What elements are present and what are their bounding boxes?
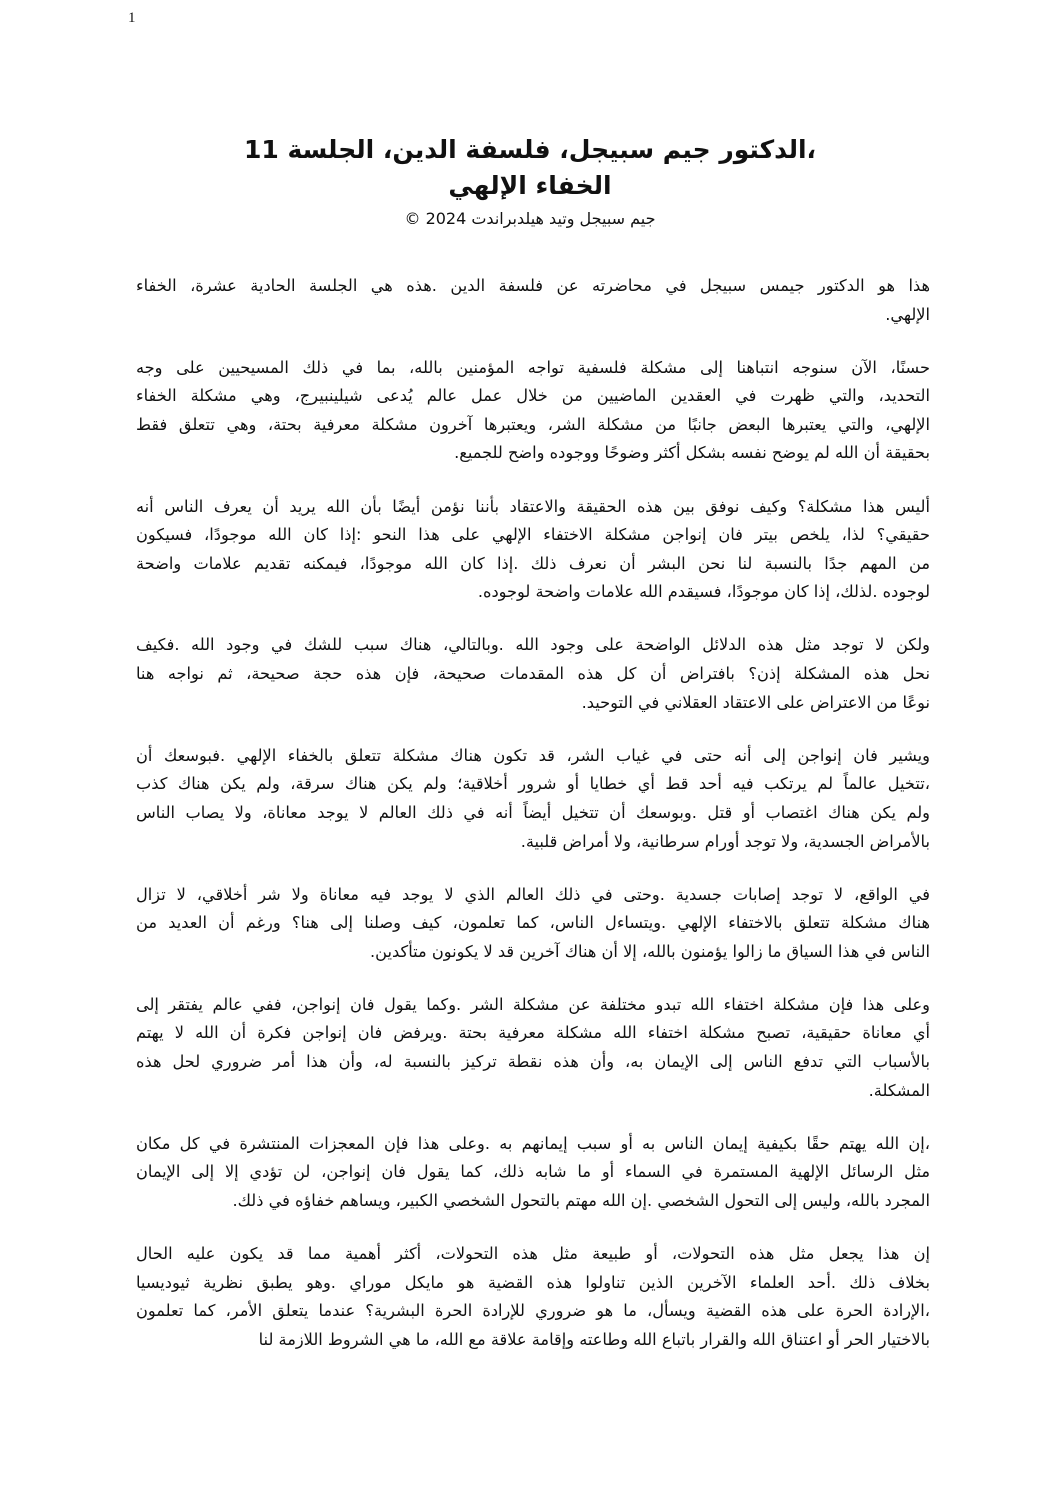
paragraph-line: لوجوده .لذلك، إذا كان موجودًا، فسيقدم الله علامات واضحة لوجوده. — [477, 582, 930, 602]
paragraph — [136, 742, 930, 856]
paragraph — [136, 1240, 930, 1354]
paragraph-line: ولم يكن هناك اغتصاب أو قتل .وبوسعك أن تتخيل أيضاً أنه في ذلك العالم لا يوجد معاناة، ولا يصاب الناس — [136, 802, 930, 822]
paragraph — [136, 991, 930, 1105]
paragraph-line: ،الإرادة الحرة على هذه القضية ويسأل، ما هو ضروري للإرادة الحرة البشرية؟ عندما يتعلق الأمر، كما تعلمون — [136, 1301, 930, 1321]
paragraph-line: من المهم جدًا بالنسبة لنا نحن البشر أن نعرف ذلك .إذا كان الله موجودًا، فيمكنه تقديم علامات واضحة — [136, 553, 930, 573]
paragraph-line: بخلاف ذلك .أحد العلماء الآخرين الذين تناولوا هذه القضية هو مايكل موراي .وهو يطبق نظرية ثيوديسيا — [136, 1272, 930, 1292]
paragraph-line: بالأمراض الجسدية، ولا توجد أورام سرطانية، ولا أمراض قلبية. — [520, 831, 930, 851]
paragraph-line: في الواقع، لا توجد إصابات جسدية .وحتى في ذلك العالم الذي لا يوجد فيه معاناة ولا شر أخلاقي، لا تزال — [136, 884, 930, 904]
paragraph-line: المشكلة. — [868, 1080, 930, 1100]
paragraph — [136, 631, 930, 717]
paragraph-line: وعلى هذا فإن مشكلة اختفاء الله تبدو مختلفة عن مشكلة الشر .وكما يقول فان إنواجن، ففي عالم يفتقر إلى — [136, 994, 930, 1014]
document-body — [136, 272, 930, 1379]
paragraph-line: المجرد بالله، وليس إلى التحول الشخصي .إن الله مهتم بالتحول الشخصي الكبير، ويساهم خفاؤه في ذلك. — [232, 1190, 930, 1210]
paragraph-line: حسنًا، الآن سنوجه انتباهنا إلى مشكلة فلسفية تواجه المؤمنين بالله، بما في ذلك المسيحيين على وجه — [136, 357, 930, 377]
paragraph — [136, 354, 930, 468]
paragraph-line: ولكن لا توجد مثل هذه الدلائل الواضحة على وجود الله .وبالتالي، هناك سبب للشك في وجود الله .فكيف — [136, 635, 930, 655]
paragraph-line: ،إن الله يهتم حقًا بكيفية إيمان الناس به أو سبب إيمانهم به .وعلى هذا فإن المعجزات المنتشرة في كل مكان — [136, 1133, 930, 1153]
paragraph-line: حقيقي؟ لذا، يلخص بيتر فان إنواجن مشكلة الاختفاء الإلهي على هذا النحو :إذا كان الله موجودًا، فسيكون — [136, 525, 930, 545]
paragraph-line: ويشير فان إنواجن إلى أنه حتى في غياب الشر، قد تكون هناك مشكلة تتعلق بالخفاء الإلهي .فبوسعك أن — [136, 745, 930, 765]
paragraph-line: هذا هو الدكتور جيمس سبيجل في محاضرته عن فلسفة الدين .هذه هي الجلسة الحادية عشرة، الخفاء — [136, 276, 930, 295]
paragraph-line: بالاختيار الحر أو اعتناق الله والقرار باتباع الله وطاعته وإقامة علاقة مع الله، ما هي الشروط اللازمة لنا — [258, 1329, 930, 1349]
paragraph-line: مثل الرسائل الإلهية المستمرة في السماء أو ما شابه ذلك، كما يقول فان إنواجن، لن تؤدي إلا إلى الإيمان — [136, 1162, 930, 1182]
page-number: 1 — [128, 10, 136, 26]
paragraph-line: الناس في هذا السياق ما زالوا يؤمنون بالله، إلا أن هناك آخرين قد لا يكونون متأكدين. — [370, 941, 930, 961]
paragraph-line: هناك مشكلة تتعلق بالاختفاء الإلهي .ويتساءل الناس، كما تعلمون، كيف وصلنا إلى هنا؟ ورغم أن العديد من — [136, 913, 930, 933]
paragraph — [136, 272, 930, 329]
paragraph-line: الإلهي، والتي يعتبرها البعض جانبًا من مشكلة الشر، ويعتبرها آخرون مشكلة معرفية بحتة، وهي تتعلق فقط — [136, 414, 930, 434]
paragraph-line: أي معاناة حقيقية، تصبح مشكلة اختفاء الله مشكلة معرفية بحتة .ويرفض فان إنواجن فكرة أن الله لا يهتم — [136, 1023, 930, 1043]
document-title-line-2: الخفاء الإلهي — [448, 171, 612, 200]
paragraph-line: نحل هذه المشكلة إذن؟ بافتراض أن كل هذه المقدمات صحيحة، فإن هذه حجة صحيحة، ثم نواجه هنا — [136, 664, 930, 684]
paragraph-line: أليس هذا مشكلة؟ وكيف نوفق بين هذه الحقيقة والاعتقاد بأننا نؤمن أيضًا بأن الله يريد أن يعرف الناس أنه — [136, 496, 930, 516]
paragraph — [136, 493, 930, 607]
paragraph-line: بالأسباب التي تدفع الناس إلى الإيمان به، وأن هذه نقطة تركيز بالنسبة له، وأن هذا أمر ضروري لحل هذه — [136, 1052, 930, 1072]
copyright-line: جيم سبيجل وتيد هيلدبراندت 2024 © — [404, 209, 656, 228]
paragraph-line: ،تتخيل عالماً لم يرتكب فيه أحد قط أي خطايا أو شرور أخلاقية؛ ولم يكن هناك سرقة، ولم يكن هناك كذب — [136, 774, 930, 794]
paragraph-line: بحقيقة أن الله لم يوضح نفسه بشكل أكثر وضوحًا ووجوده واضح للجميع. — [454, 443, 930, 463]
paragraph-line: إن هذا يجعل مثل هذه التحولات، أو طبيعة مثل هذه التحولات، أكثر أهمية مما قد يكون عليه الحال — [136, 1244, 930, 1264]
document-title-line-1: ،الدكتور جيم سبيجل، فلسفة الدين، الجلسة 11 — [243, 135, 817, 164]
document-header — [130, 132, 930, 232]
paragraph-line: نوعًا من الاعتراض على الاعتقاد العقلاني في التوحيد. — [581, 692, 930, 712]
paragraph — [136, 1130, 930, 1216]
paragraph — [136, 881, 930, 967]
paragraph-line: التحديد، والتي ظهرت في العقدين الماضيين من خلال عمل عالم يُدعى شيلينبيرج، وهي مشكلة الخفاء — [136, 386, 930, 406]
paragraph-line: الإلهي. — [885, 304, 930, 324]
